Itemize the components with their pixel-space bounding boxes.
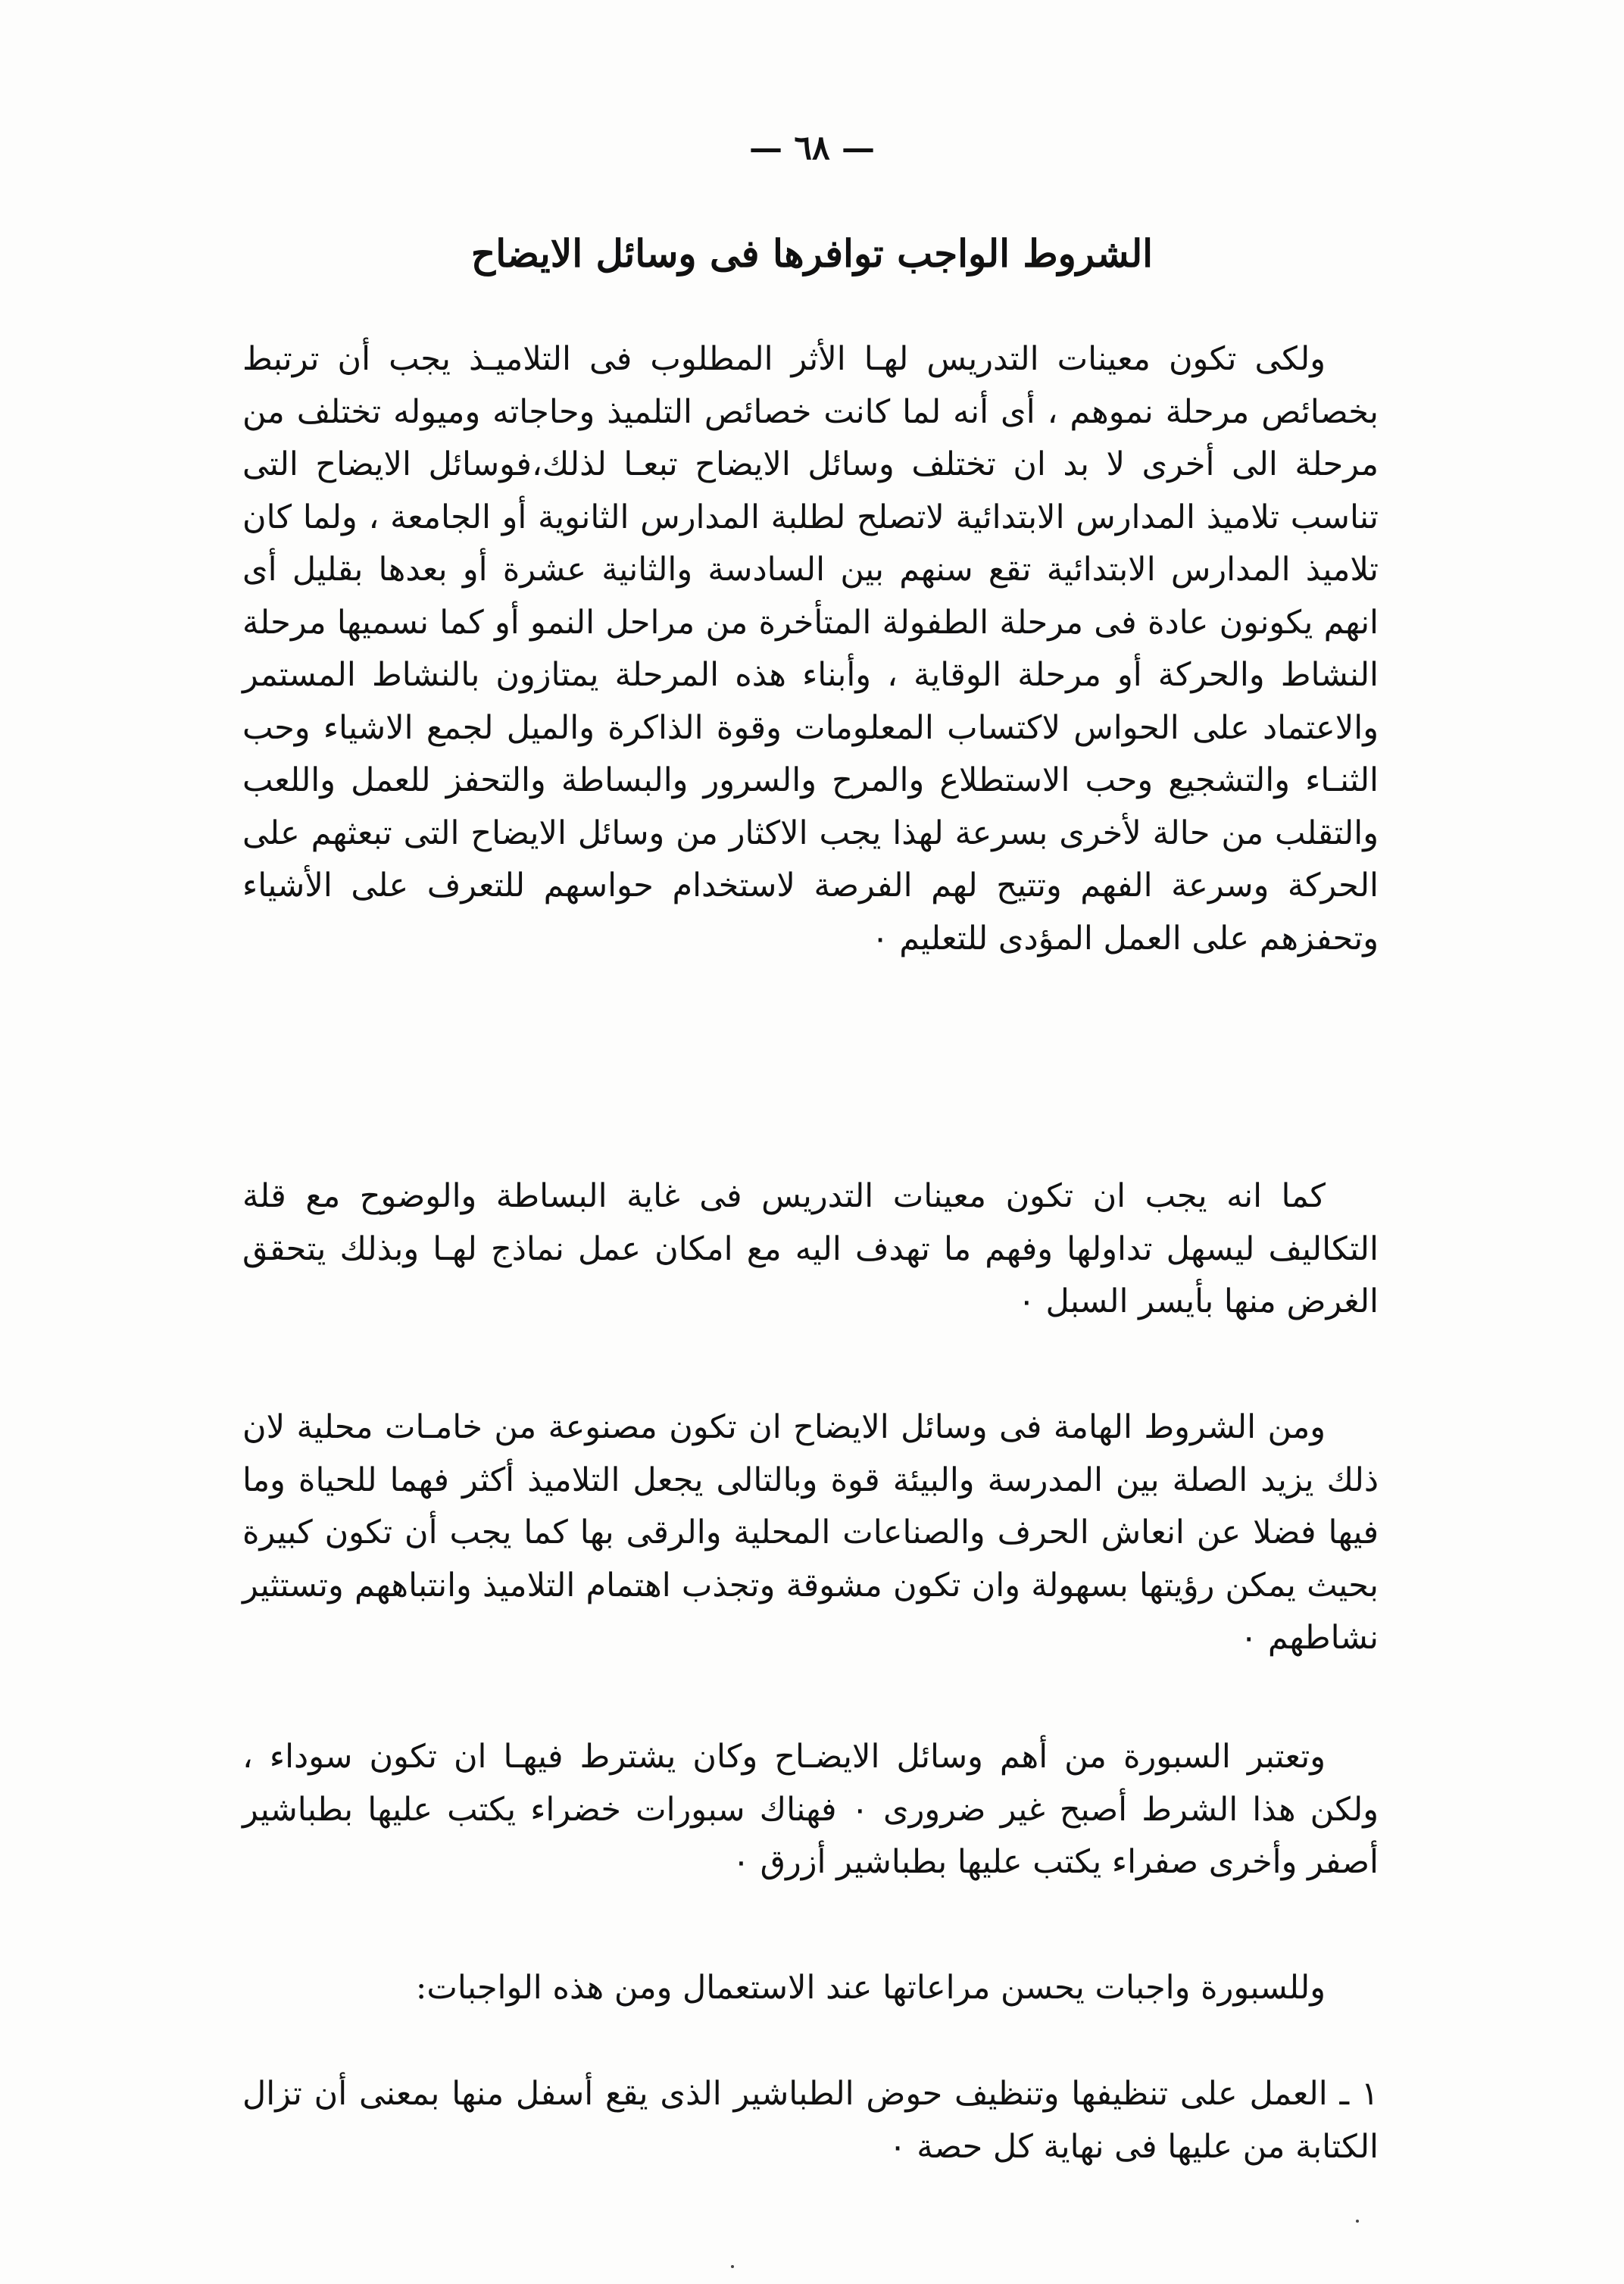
paragraph-text: وللسبورة واجبات يحسن مراعاتها عند الاستعمال ومن هذه الواجبات:: [415, 1969, 1326, 2007]
page-title: الشروط الواجب توافرها فى وسائل الايضاح: [470, 231, 1154, 276]
paragraph-text: ولكى تكون معينات التدريس لهـا الأثر المطلوب فى التلاميـذ يجب أن ترتبط بخصائص مرحلة نموهم ، أى أنه لما كانت خصائص التلميذ وحاجاته وميوله تختلف من مرحلة الى أخرى لا بد ان تختلف وسائل الايضاح تبعـا لذلك،فوسائل الايضاح التى تناسب تلاميذ المدارس الابتدائية لاتصلح لطلبة المدارس الثانوية أو الجامعة ، ولما كان تلاميذ المدارس الابتدائية تقع سنهم بين السادسة والثانية عشرة أو بعدها بقليل أى انهم يكونون عادة فى مرحلة الطفولة المتأخرة من مراحل النمو أو كما نسميها مرحلة النشاط والحركة أو مرحلة الوقاية ، وأبناء هذه المرحلة يمتازون بالنشاط المستمر والاعتماد على الحواس لاكتساب المعلومات وقوة الذاكرة والميل لجمع الاشياء وحب الثنـاء والتشجيع وحب الاستطلاع والمرح والسرور والبساطة والتحفز للعمل واللعب والتقلب من حالة لأخرى بسرعة لهذا يجب الاكثار من وسائل الايضاح التى تبعثهم على الحركة وسرعة الفهم وتتيح لهم الفرصة لاستخدام حواسهم للتعرف على الأشياء وتحفزهم على العمل المؤدى للتعليم ٠: [242, 340, 1379, 958]
scan-speck: [731, 2265, 734, 2268]
paragraph-text: كما انه يجب ان تكون معينات التدريس فى غاية البساطة والوضوح مع قلة التكاليف ليسهل تداولها وفهم ما تهدف اليه مع امكان عمل نماذج لهـا وبذلك يتحقق الغرض منها بأيسر السبل ٠: [242, 1177, 1379, 1320]
paragraph-4-block: [242, 1731, 1379, 1889]
paragraph-text: وتعتبر السبورة من أهم وسائل الايضـاح وكان يشترط فيهـا ان تكون سوداء ، ولكن هذا الشرط أصبح غير ضرورى ٠ فهناك سبورات خضراء يكتب عليها بطباشير أصفر وأخرى صفراء يكتب عليها بطباشير أزرق ٠: [242, 1738, 1379, 1881]
list-item: ١ ـ العمل على تنظيفها وتنظيف حوض الطباشير الذى يقع أسفل منها بمعنى أن تزال الكتابة من عليها فى نهاية كل حصة ٠: [242, 2075, 1379, 2166]
scan-speck: [1356, 2220, 1359, 2223]
paragraph-text: ومن الشروط الهامة فى وسائل الايضاح ان تكون مصنوعة من خامـات محلية لان ذلك يزيد الصلة بين المدرسة والبيئة قوة وبالتالى يجعل التلاميذ أكثر فهما للحياة وما فيها فضلا عن انعاش الحرف والصناعات المحلية والرقى بها كما يجب أن تكون كبيرة بحيث يمكن رؤيتها بسهولة وان تكون مشوقة وتجذب اهتمام التلاميذ وانتباههم وتستثير نشاطهم ٠: [242, 1408, 1379, 1657]
paragraph-1-block: [242, 333, 1379, 965]
paragraph-5-block: [242, 1962, 1379, 2015]
page-number: — ٦٨ —: [749, 129, 875, 167]
paragraph-3-block: [242, 1401, 1379, 1665]
paragraph-2-block: [242, 1170, 1379, 1329]
list-item-1-block: [242, 2068, 1379, 2173]
